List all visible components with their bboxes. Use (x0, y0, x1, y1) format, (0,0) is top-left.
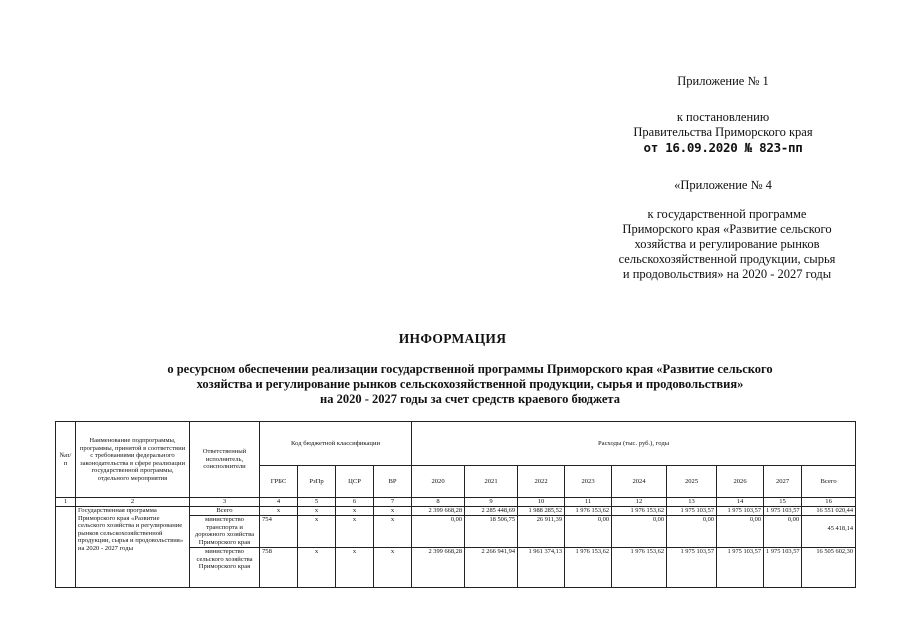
index-cell: 8 (412, 498, 465, 507)
value-2020: 2 399 668,28 (412, 548, 465, 588)
value-2021: 2 285 448,69 (465, 507, 518, 516)
value-2023: 0,00 (565, 516, 612, 548)
appendix-4-header (613, 178, 833, 193)
executor-cell: Всего (190, 507, 260, 516)
value-2025: 1 975 103,57 (667, 507, 717, 516)
program-line-1: к государственной программе (647, 207, 807, 221)
col-vr: ВР (374, 466, 412, 498)
grbs-cell: х (260, 507, 298, 516)
value-2022: 1 961 374,13 (518, 548, 565, 588)
row-number-cell (56, 507, 76, 588)
subtitle-line-2: хозяйства и регулирование рынков сельскохозяйственной продукции, сырья и продовольствия» (196, 377, 744, 391)
col-year-2020: 2020 (412, 466, 465, 498)
col-executor-header: Ответственный исполнитель, соисполнители (190, 422, 260, 498)
resolution-header (613, 110, 833, 155)
appendix-header (613, 74, 833, 89)
value-2025: 1 975 103,57 (667, 548, 717, 588)
col-year-2024: 2024 (612, 466, 667, 498)
csr-cell: х (336, 548, 374, 588)
value-2025: 0,00 (667, 516, 717, 548)
col-name-header: Наименование подпрограммы, программы, принятой в соответствии с требованиями федерального законодательства в сфере реализации государственной программы, отдельного мероприятия (76, 422, 190, 498)
col-expenses-header: Расходы (тыс. руб.), годы (412, 422, 856, 466)
index-cell: 7 (374, 498, 412, 507)
rzpr-cell: х (298, 516, 336, 548)
value-2021: 2 266 941,94 (465, 548, 518, 588)
grbs-cell: 754 (260, 516, 298, 548)
program-line-2: Приморского края «Развитие сельского (622, 222, 832, 236)
program-line-4: сельскохозяйственной продукции, сырья (618, 252, 836, 266)
col-year-2022: 2022 (518, 466, 565, 498)
value-2021: 18 506,75 (465, 516, 518, 548)
value-2026: 1 975 103,57 (717, 548, 764, 588)
program-line-3: хозяйства и регулирование рынков (634, 237, 820, 251)
value-total: 45 418,14 (802, 516, 856, 548)
value-2024: 1 976 153,62 (612, 507, 667, 516)
vr-cell: х (374, 516, 412, 548)
col-year-2021: 2021 (465, 466, 518, 498)
col-rzpr: РзПр (298, 466, 336, 498)
appendix-1-label: Приложение № 1 (677, 74, 769, 88)
value-2026: 1 975 103,57 (717, 507, 764, 516)
index-cell: 3 (190, 498, 260, 507)
value-2023: 1 976 153,62 (565, 507, 612, 516)
executor-cell: министерство сельского хозяйства Приморского края (190, 548, 260, 588)
vr-cell: х (374, 507, 412, 516)
document-title: ИНФОРМАЦИЯ (398, 331, 507, 346)
col-number-header: №п/п (56, 422, 76, 498)
program-header (607, 207, 847, 282)
col-total: Всего (802, 466, 856, 498)
col-year-2023: 2023 (565, 466, 612, 498)
csr-cell: х (336, 516, 374, 548)
value-2022: 26 911,39 (518, 516, 565, 548)
subtitle-line-1: о ресурсном обеспечении реализации государственной программы Приморского края «Развитие сельского (167, 362, 773, 376)
value-2020: 2 399 668,28 (412, 507, 465, 516)
index-cell: 1 (56, 498, 76, 507)
value-2027: 1 975 103,57 (764, 548, 802, 588)
col-csr: ЦСР (336, 466, 374, 498)
document-subtitle (120, 362, 820, 407)
rzpr-cell: х (298, 507, 336, 516)
col-year-2027: 2027 (764, 466, 802, 498)
index-cell: 15 (764, 498, 802, 507)
index-cell: 12 (612, 498, 667, 507)
index-cell: 4 (260, 498, 298, 507)
value-2026: 0,00 (717, 516, 764, 548)
index-cell: 2 (76, 498, 190, 507)
value-2027: 1 975 103,57 (764, 507, 802, 516)
government-label: Правительства Приморского края (633, 125, 813, 139)
executor-cell: министерство транспорта и дорожного хозяйства Приморского края (190, 516, 260, 548)
csr-cell: х (336, 507, 374, 516)
col-year-2025: 2025 (667, 466, 717, 498)
index-cell: 5 (298, 498, 336, 507)
resource-table (55, 421, 856, 588)
index-cell: 10 (518, 498, 565, 507)
subtitle-line-3: на 2020 - 2027 годы за счет средств краевого бюджета (320, 392, 620, 406)
appendix-4-label: «Приложение № 4 (674, 178, 772, 192)
program-line-5: и продовольствия» на 2020 - 2027 годы (622, 267, 832, 281)
value-2024: 0,00 (612, 516, 667, 548)
index-cell: 9 (465, 498, 518, 507)
index-cell: 16 (802, 498, 856, 507)
col-grbs: ГРБС (260, 466, 298, 498)
col-code-header: Код бюджетной классификации (260, 422, 412, 466)
value-total: 16 551 020,44 (802, 507, 856, 516)
value-2020: 0,00 (412, 516, 465, 548)
index-cell: 14 (717, 498, 764, 507)
index-row (56, 498, 856, 507)
program-name-cell: Государственная программа Приморского края «Развитие сельского хозяйства и регулирование рынков сельскохозяйственной продукции, сырья и продовольствия» на 2020 - 2027 годы (76, 507, 190, 588)
to-resolution-label: к постановлению (676, 110, 770, 124)
value-2022: 1 988 285,52 (518, 507, 565, 516)
index-cell: 6 (336, 498, 374, 507)
value-2024: 1 976 153,62 (612, 548, 667, 588)
table-row (56, 507, 856, 516)
value-2023: 1 976 153,62 (565, 548, 612, 588)
value-2027: 0,00 (764, 516, 802, 548)
index-cell: 13 (667, 498, 717, 507)
col-year-2026: 2026 (717, 466, 764, 498)
grbs-cell: 758 (260, 548, 298, 588)
rzpr-cell: х (298, 548, 336, 588)
index-cell: 11 (565, 498, 612, 507)
value-total: 16 505 602,30 (802, 548, 856, 588)
vr-cell: х (374, 548, 412, 588)
decree-number: от 16.09.2020 № 823-пп (643, 140, 803, 155)
